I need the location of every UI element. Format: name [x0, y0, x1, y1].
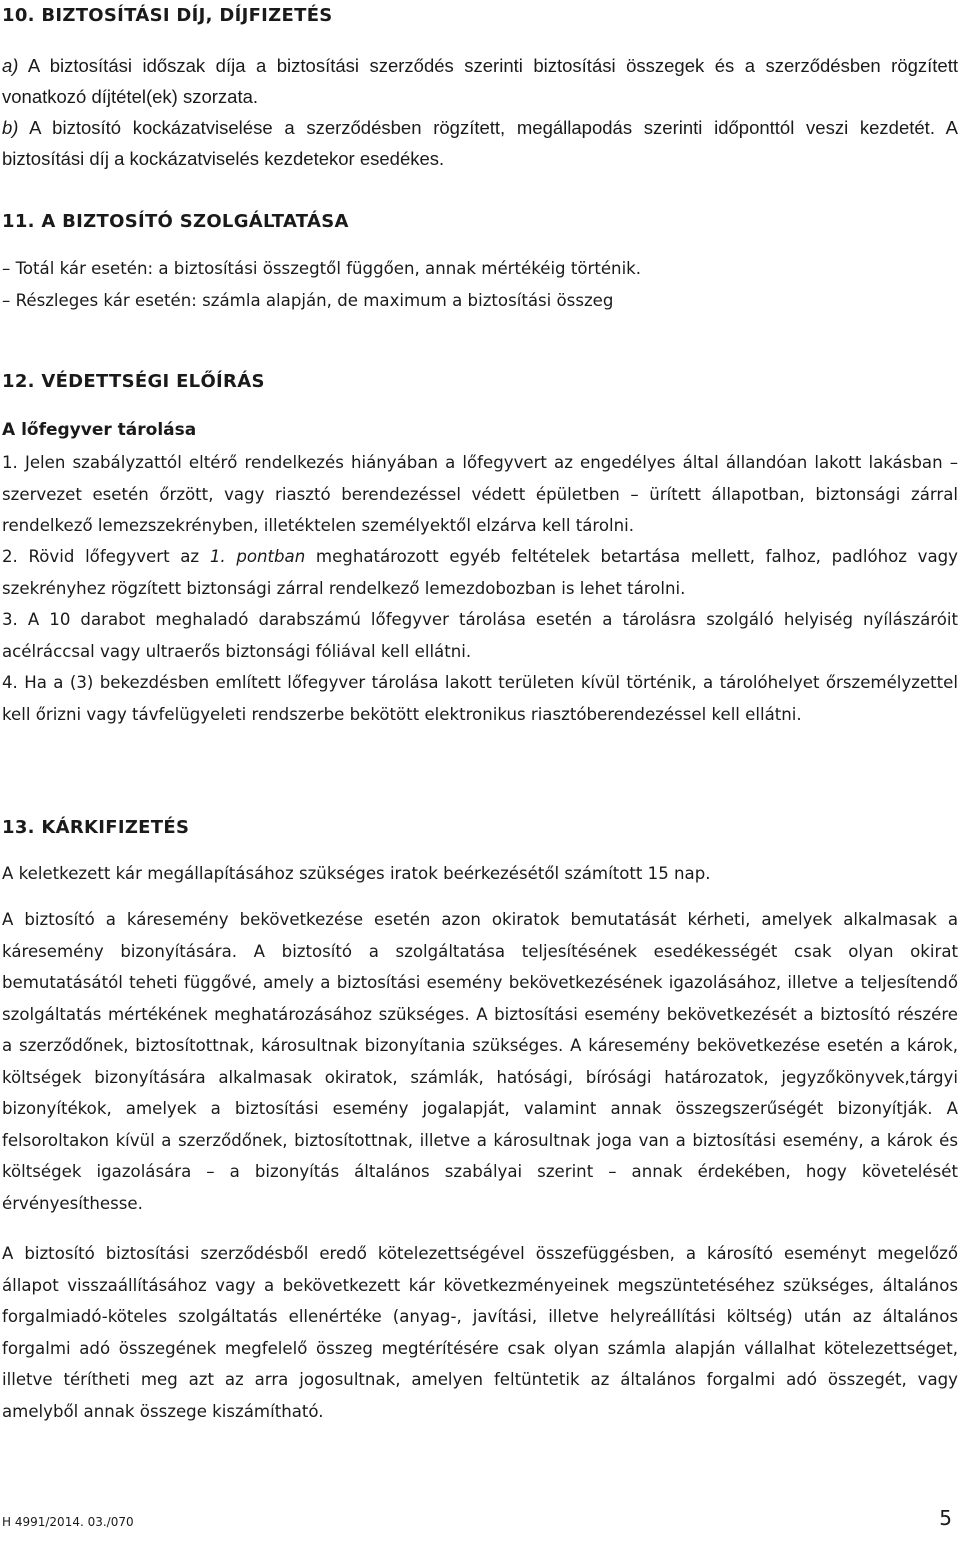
p2-reference: 1. pontban	[209, 547, 306, 566]
section-12-paragraph-3: 3. A 10 darabot meghaladó darabszámú lőfegyver tárolása esetén a tárolásra szolgáló helyiség nyílászáróit acélráccsal vagy ultraerős biztonsági fóliával kell ellátni.	[2, 610, 958, 661]
p2-start: 2. Rövid lőfegyvert az	[2, 547, 210, 566]
item-a-marker: a)	[2, 55, 19, 76]
item-b-text: A biztosító kockázatviselése a szerződésben rögzített, megállapodás szerinti időponttól veszi kezdetét. A biztosítási díj a kockázatviselés kezdetekor esedékes.	[2, 117, 958, 169]
page-number: 5	[939, 1506, 952, 1530]
section-11-item-total: – Totál kár esetén: a biztosítási összegtől függően, annak mértékéig történik.	[2, 259, 642, 278]
section-12-paragraph-1: 1. Jelen szabályzattól eltérő rendelkezés hiányában a lőfegyvert az engedélyes által állandóan lakott lakásban – szervezet esetén őrzött, vagy riasztó berendezéssel védett épületben – ürített állapotban, biztonsági zárral rendelkező lemezszekrényben, illetéktelen személyektől elzárva kell tárolni.	[2, 453, 958, 535]
section-10-item-a	[2, 50, 958, 112]
section-12-paragraph-2	[2, 541, 958, 604]
section-10-heading: 10. BIZTOSÍTÁSI DÍJ, DÍJFIZETÉS	[2, 5, 333, 26]
p2-rest: meghatározott egyéb feltételek betartása mellett, falhoz, padlóhoz vagy szekrényhez rögzített biztonsági zárral rendelkező lemezdobozban is lehet tárolni.	[2, 547, 958, 598]
item-b-marker: b)	[2, 117, 19, 138]
item-a-text: A biztosítási időszak díja a biztosítási szerződés szerinti biztosítási összegek és a szerződésben rögzített vonatkozó díjtétel(ek) szorzata.	[2, 55, 958, 107]
section-12-subheading: A lőfegyver tárolása	[2, 420, 197, 440]
document-code: H 4991/2014. 03./070	[2, 1515, 134, 1529]
section-11-item-partial: – Részleges kár esetén: számla alapján, de maximum a biztosítási összeg	[2, 291, 614, 310]
section-13-paragraph-1: A keletkezett kár megállapításához szükséges iratok beérkezésétől számított 15 nap.	[2, 864, 711, 883]
section-13-heading: 13. KÁRKIFIZETÉS	[2, 817, 190, 838]
section-12-heading: 12. VÉDETTSÉGI ELŐÍRÁS	[2, 371, 265, 392]
section-12-paragraph-4: 4. Ha a (3) bekezdésben említett lőfegyver tárolása lakott területen kívül történik, a tárolóhelyet őrszemélyzettel kell őrizni vagy távfelügyeleti rendszerbe bekötött elektronikus riasztóberendezéssel kell ellátni.	[2, 673, 958, 724]
section-10-item-b	[2, 112, 958, 174]
section-13-paragraph-3: A biztosító biztosítási szerződésből eredő kötelezettségével összefüggésben, a károsító eseményt megelőző állapot visszaállításához vagy a bekövetkezett kár következményeinek megszüntetéséhez szükséges, általános forgalmiadó-köteles szolgáltatás ellenértéke (anyag-, javítási, illetve helyreállítási költség) után az általános forgalmi adó összegének megfelelő összeg megtérítésére csak olyan számla alapján vállalhat kötelezettséget, illetve térítheti meg azt az arra jogosultnak, amelyen feltüntetik az általános forgalmi adó összegét, vagy amelyből annak összege kiszámítható.	[2, 1244, 958, 1421]
section-11-heading: 11. A BIZTOSÍTÓ SZOLGÁLTATÁSA	[2, 211, 349, 232]
section-13-paragraph-2: A biztosító a káresemény bekövetkezése esetén azon okiratok bemutatását kérheti, amelyek alkalmasak a káresemény bizonyítására. A biztosító a szolgáltatása teljesítésének esedékességét csak olyan okirat bemutatásától teheti függővé, amely a biztosítási esemény bekövetkezésének igazolásához, illetve a teljesítendő szolgáltatás mértékének meghatározásához szükséges. A biztosítási esemény bekövetkezését a biztosító részére a szerződőnek, biztosítottnak, károsultnak bizonyítania szükséges. A káresemény bekövetkezése esetén a károk, költségek bizonyítására alkalmasak okiratok, számlák, hatósági, bírósági határozatok, jegyzőkönyvek,tárgyi bizonyítékok, amelyek a biztosítási esemény jogalapját, valamint annak összegszerűségét bizonyítják. A felsoroltakon kívül a szerződőnek, biztosítottnak, illetve a károsultnak joga van a biztosítási esemény, a károk és költségek igazolására – a bizonyítás általános szabályai szerint – annak érdekében, hogy követelését érvényesíthesse.	[2, 910, 958, 1213]
